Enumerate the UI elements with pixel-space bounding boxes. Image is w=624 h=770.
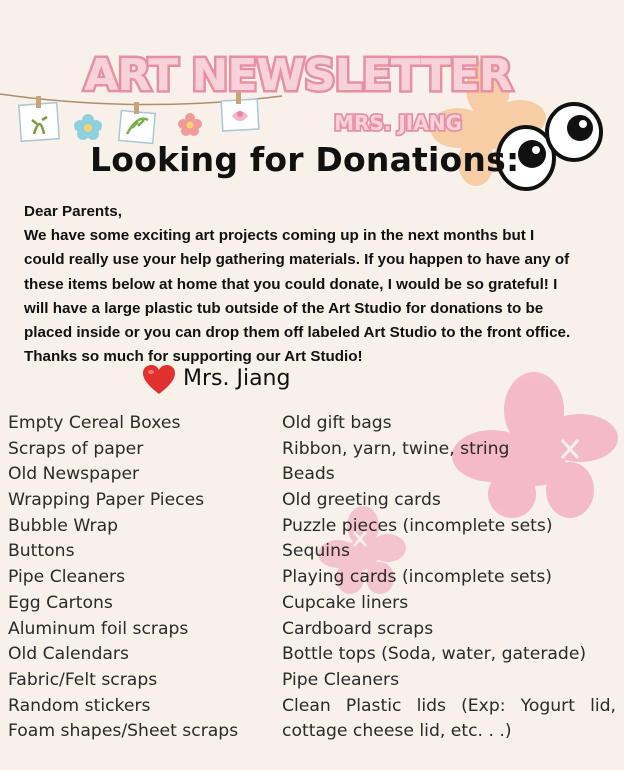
list-item: Pipe Cleaners xyxy=(8,567,126,588)
list-item: Foam shapes/Sheet scraps xyxy=(8,721,239,742)
teacher-name-subtitle xyxy=(328,104,468,138)
signature: Mrs. Jiang xyxy=(183,366,291,391)
list-item: Ribbon, yarn, twine, string xyxy=(282,438,510,459)
list-item: Old Newspaper xyxy=(8,464,140,485)
newsletter-title xyxy=(84,38,512,108)
list-item: Scraps of paper xyxy=(8,438,144,459)
list-item: Random stickers xyxy=(8,695,151,716)
list-item: Egg Cartons xyxy=(8,592,113,613)
list-item: Empty Cereal Boxes xyxy=(8,413,181,433)
list-item: Sequins xyxy=(282,541,350,562)
list-item: Old gift bags xyxy=(282,413,392,433)
list-item: Old greeting cards xyxy=(282,490,441,511)
heart-icon xyxy=(142,364,176,396)
list-item: Bubble Wrap xyxy=(8,515,119,536)
letter-body: We have some exciting art projects coming up in the next months but I could really use your help gathering materials. If you happen to have any of these items below at home that you could donate, I would be so grateful! I will have a large plastic tub outside of the Art Studio for donations to be placed inside or you can drop them off labeled Art Studio to the front office. Thanks so much for supporting our Art Studio! xyxy=(24,227,571,366)
list-item: Aluminum foil scraps xyxy=(8,618,189,639)
donation-list-left xyxy=(8,411,273,745)
letter-block xyxy=(24,200,572,369)
list-item: Wrapping Paper Pieces xyxy=(8,490,205,511)
list-item: Puzzle pieces (incomplete sets) xyxy=(282,515,553,536)
page-heading: Looking for Donations: xyxy=(90,140,520,179)
list-item: Cupcake liners xyxy=(282,592,409,613)
donation-list-right xyxy=(282,411,616,745)
list-item xyxy=(282,694,616,745)
list-item: Beads xyxy=(282,464,335,485)
list-item: Buttons xyxy=(8,541,75,562)
svg-text:MRS. JIANG: MRS. JIANG xyxy=(334,111,462,135)
svg-text:ART NEWSLETTER: ART NEWSLETTER xyxy=(84,50,512,101)
list-item: Old Calendars xyxy=(8,644,129,665)
list-item: Playing cards (incomplete sets) xyxy=(282,567,553,588)
list-item: Pipe Cleaners xyxy=(282,669,400,690)
list-item: Fabric/Felt scraps xyxy=(8,669,158,690)
list-item-line: Clean Plastic lids (Exp: Yogurt lid, xyxy=(282,695,616,716)
list-item-line: cottage cheese lid, etc. . .) xyxy=(282,721,512,742)
list-item: Bottle tops (Soda, water, gaterade) xyxy=(282,644,587,665)
letter-greeting: Dear Parents, xyxy=(24,203,122,220)
list-item: Cardboard scraps xyxy=(282,618,434,639)
